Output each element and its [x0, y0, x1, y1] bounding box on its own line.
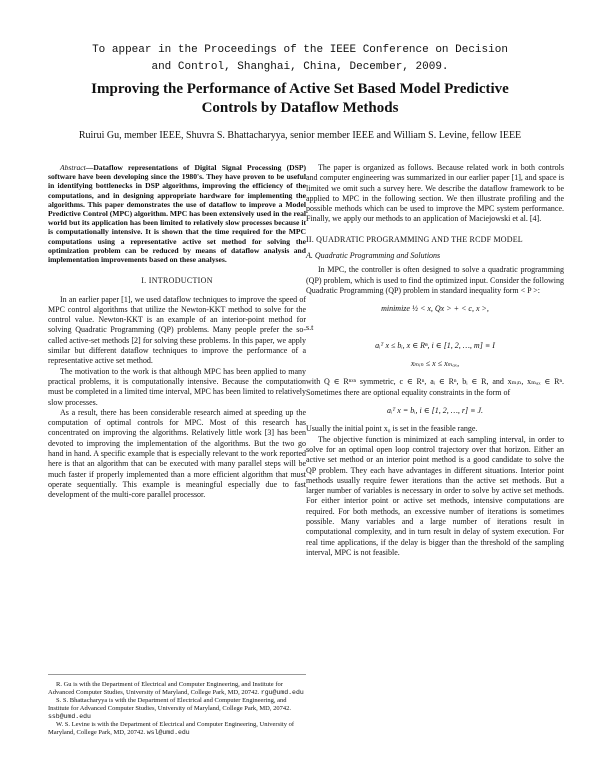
intro-paragraph-3: As a result, there has been considerable research aimed at speeding up the computation of optimal controls for MPC. Most of this research has concentrated on improving the algorithms. Relatively little work [3] has been devoted to improving the implementation of the algorithms. But the two go hand in hand. A specific example that is especially relevant to the work reported here is that an algorithm that can be executed with many parallel steps will be much faster if properly implemented than a more efficient algorithm that must operate sequentially. This example is meaningful especially due to fast development of the multi-core parallel processor. [48, 407, 306, 500]
right-column [306, 163, 564, 558]
subsection-heading-qp: A. Quadratic Programming and Solutions [306, 251, 441, 261]
equation-bounds: xₘᵢₙ ≤ x ≤ xₘₐₓ, [410, 359, 460, 369]
qp-paragraph-4: The objective function is minimized at each sampling interval, in order to solve for an optimal open loop control trajectory over that horizon. Either an active set method or an interior point method is a good candidate to solve the QP problem. They each have advantages in different situations. Interior point methods usually require fewer iterations than the active set methods. But a larger number of variables is necessary in order to solve by active set methods. For either interior point or active set methods, intensive computations are required. For both methods, an excessive number of iterations is sometimes possible. Many variables and a large number of iterations result in computational complexity, and in turn result in delay of system execution. For real time applications, if the delay is bigger than the threshold of the sampling interval, MPC is not feasible. [306, 434, 564, 557]
author-footnotes [48, 674, 306, 737]
section-heading-introduction: I. INTRODUCTION [141, 276, 213, 286]
footnote-levine: W. S. Levine is with the Department of Electrical and Computer Engineering, University of Maryland, College Park, MD, 20742. wsl@umd.edu [48, 721, 295, 736]
paper-title [40, 80, 560, 118]
subject-to-label: s.t [306, 322, 314, 332]
left-column [48, 163, 306, 500]
section-heading-qp-rcdf: II. QUADRATIC PROGRAMMING AND THE RCDF MODEL [306, 234, 523, 244]
title-line-1: Improving the Performance of Active Set Based Model Predictive [91, 81, 509, 97]
footnote-bhattacharyya: S. S. Bhattacharyya is with the Department of Electrical and Computer Engineering, and Institute for Advanced Computer Studies, University of Maryland, College Park, MD, 20742. ssb@umd.edu [48, 697, 291, 720]
organization-paragraph: The paper is organized as follows. Because related work in both controls and computer engineering was summarized in our earlier paper [1], and space is limited we omit such a survey here. We describe the dataflow framework to be applied to MPC in the following section. We then illustrate profiling and the possible methods which can be used to improve the MPC system performance. Finally, we apply our methods to an application of Maciejowski et al. [4]. [306, 163, 564, 224]
qp-paragraph-1: In MPC, the controller is often designed to solve a quadratic programming (QP) problem, which is used to find the optimized input. Consider the following Quadratic Programming (QP) problem in standard inequality form < P >: [306, 265, 564, 295]
intro-paragraph-1: In an earlier paper [1], we used dataflow techniques to improve the speed of MPC control algorithms that utilize the Newton-KKT method to solve for the control value. Newton-KKT is an example of an interior-point method for solving Quadratic Programming (QP) problems. Many people prefer the so-called active-set methods [2] for solving these problems. In this paper, we apply similar but different dataflow techniques to improve the performance of a representative active set method. [48, 294, 306, 366]
title-line-2: Controls by Dataflow Methods [201, 100, 399, 116]
publication-notice [0, 42, 600, 76]
equation-equality-constraint: aᵢᵀ x = bᵢ, i ∈ [1, 2, …, r] ≡ J. [386, 406, 484, 416]
email-gu[interactable]: rgu@umd.edu [260, 689, 304, 696]
intro-paragraph-2: The motivation to the work is that although MPC has been applied to many practical problems, it is computationally intensive. Because the computation must be completed in a limited time interval, MPC has been limited to relatively slow processes. [48, 366, 306, 407]
abstract [48, 163, 306, 264]
email-bhattacharyya[interactable]: ssb@umd.edu [48, 713, 91, 720]
equation-objective: minimize ½ < x, Qx > + < c, x >, [381, 304, 489, 314]
qp-paragraph-3: Usually the initial point x₀ is set in the feasible range. [306, 424, 478, 434]
footnote-gu: R. Gu is with the Department of Electrical and Computer Engineering, and Institute for Advanced Computer Studies, University of Maryland, College Park, MD, 20742. rgu@umd.edu [48, 681, 304, 696]
email-levine[interactable]: wsl@umd.edu [146, 729, 190, 736]
author-list: Ruirui Gu, member IEEE, Shuvra S. Bhattacharyya, senior member IEEE and William S. Levine, fellow IEEE [78, 130, 522, 141]
abstract-label: Abstract [60, 163, 86, 172]
qp-paragraph-2: with Q ∈ Rⁿˣⁿ symmetric, c ∈ Rⁿ, aᵢ ∈ Rⁿ, bᵢ ∈ R, and xₘᵢₙ, xₘₐₓ ∈ Rⁿ. Sometimes there are optional equality constraints in the form of [306, 377, 564, 397]
notice-line-1: To appear in the Proceedings of the IEEE Conference on Decision [92, 44, 508, 56]
notice-line-2: and Control, Shanghai, China, December, 2009. [151, 61, 449, 73]
abstract-text: —Dataflow representations of Digital Signal Processing (DSP) software have been developing since the 1980's. They have proven to be useful in identifying bottlenecks in DSP algorithms, improving the efficiency of the computations, and in designing appropriate hardware for implementing the algorithms. This paper demonstrates the use of dataflow to improve a Model Predictive Control (MPC) algorithm. MPC has been extensively used in the real world but its application has been limited to relatively slow processes because it is computationally intensive. It is shown that the time required for the MPC computations using a representative active set method for solving the optimization problem can be reduced by means of dataflow analysis and implementation improvements based on these analyses. [48, 163, 306, 265]
equation-inequality-constraint: aᵢᵀ x ≤ bᵢ, x ∈ Rⁿ, i ∈ [1, 2, …, m] ≡ I [375, 340, 495, 350]
